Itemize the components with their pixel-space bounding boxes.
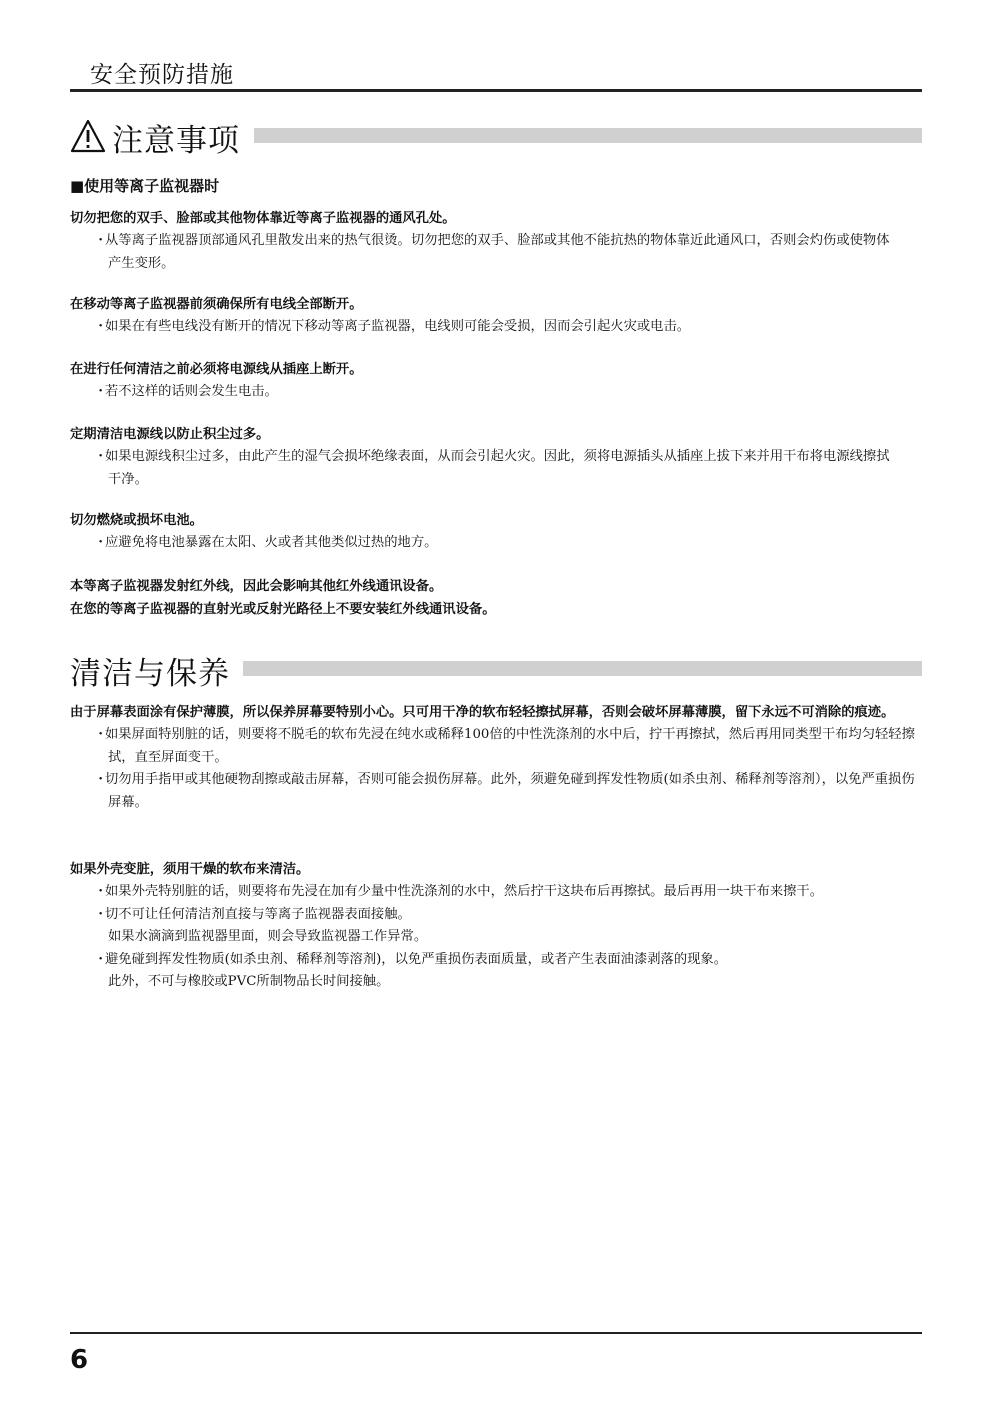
caution-subheading: ■使用等离子监视器时 — [70, 177, 220, 195]
caution-item-dust — [70, 423, 922, 491]
page-number: 6 — [70, 1345, 89, 1375]
caution-heading-bar — [254, 128, 922, 143]
cleaning-screen-bullet: ・ 切勿用手指甲或其他硬物刮擦或敲击屏幕，否则可能会损伤屏幕。此外，须避免碰到挥发性物质(如杀虫剂、稀释剂等溶剂），以免严重损伤屏幕。 — [70, 769, 922, 814]
caution-item-bullet: ・ 应避免将电池暴露在太阳、火或者其他类似过热的地方。 — [70, 532, 922, 555]
caution-item-lead: 切勿燃烧或损坏电池。 — [70, 513, 203, 528]
cleaning-heading: 清洁与保养 — [70, 656, 230, 692]
cleaning-case-lead: 如果外壳变脏，须用干燥的软布来清洁。 — [70, 862, 310, 877]
caution-item-battery — [70, 509, 922, 555]
page-header-title: 安全预防措施 — [90, 62, 234, 88]
cleaning-case-bullet: ・ 切不可让任何清洁剂直接与等离子监视器表面接触。 — [70, 904, 922, 927]
cleaning-section-heading — [70, 650, 922, 694]
caution-item-bullet: ・ 若不这样的话则会发生电击。 — [70, 381, 922, 404]
cleaning-case — [70, 858, 922, 994]
cleaning-case-bullet: ・ 避免碰到挥发性物质(如杀虫剂、稀释剂等溶剂)，以免严重损伤表面质量，或者产生表面油漆剥落的现象。 — [70, 949, 922, 972]
cleaning-screen-bullet: ・ 如果屏面特别脏的话，则要将不脱毛的软布先浸在纯水或稀释100倍的中性洗涤剂的水中后，拧干再擦拭，然后再用同类型干布均匀轻轻擦拭，直至屏面变干。 — [70, 724, 922, 769]
caution-item-bullet: ・ 从等离子监视器顶部通风孔里散发出来的热气很烫。切勿把您的双手、脸部或其他不能抗热的物体靠近此通风口，否则会灼伤或使物体产生变形。 — [70, 230, 922, 275]
page-header — [70, 52, 922, 92]
caution-item-vent — [70, 207, 922, 275]
caution-item-lead: 切勿把您的双手、脸部或其他物体靠近等离子监视器的通风孔处。 — [70, 211, 456, 226]
cleaning-heading-bar — [243, 661, 922, 676]
caution-item-bullet: ・ 如果电源线积尘过多，由此产生的湿气会损坏绝缘表面，从而会引起火灾。因此，须将电源插头从插座上拔下来并用干布将电源线擦拭干净。 — [70, 446, 922, 491]
caution-item-lead: 在进行任何清洁之前必须将电源线从插座上断开。 — [70, 362, 363, 377]
cleaning-case-bullet: ・ 如果外壳特别脏的话，则要将布先浸在加有少量中性洗涤剂的水中，然后拧干这块布后再擦拭。最后再用一块干布来擦干。 — [70, 881, 922, 904]
infrared-line-1: 本等离子监视器发射红外线，因此会影响其他红外线通讯设备。 — [70, 579, 443, 594]
infrared-line-2: 在您的等离子监视器的直射光或反射光路径上不要安装红外线通讯设备。 — [70, 602, 496, 617]
cleaning-intro: 由于屏幕表面涂有保护薄膜，所以保养屏幕要特别小心。只可用干净的软布轻轻擦拭屏幕，否则会破坏屏幕薄膜，留下永远不可消除的痕迹。 — [70, 705, 895, 720]
cleaning-screen — [70, 701, 922, 814]
caution-section-heading — [70, 117, 922, 161]
caution-item-lead: 在移动等离子监视器前须确保所有电线全部断开。 — [70, 297, 363, 312]
caution-item-cleaning-power — [70, 358, 922, 404]
footer-rule — [70, 1332, 922, 1334]
caution-item-lead: 定期清洁电源线以防止积尘过多。 — [70, 427, 270, 442]
caution-item-moving — [70, 293, 922, 339]
cleaning-case-bullet-continuation: 如果水滴滴到监视器里面，则会导致监视器工作异常。 — [108, 929, 428, 944]
caution-item-bullet: ・ 如果在有些电线没有断开的情况下移动等离子监视器，电线则可能会受损，因而会引起火灾或电击。 — [70, 316, 922, 339]
caution-heading: 注意事项 — [112, 123, 240, 159]
caution-infrared — [70, 575, 922, 621]
warning-triangle-icon — [70, 119, 106, 153]
cleaning-case-bullet-continuation: 此外，不可与橡胶或PVC所制物品长时间接触。 — [108, 974, 390, 989]
